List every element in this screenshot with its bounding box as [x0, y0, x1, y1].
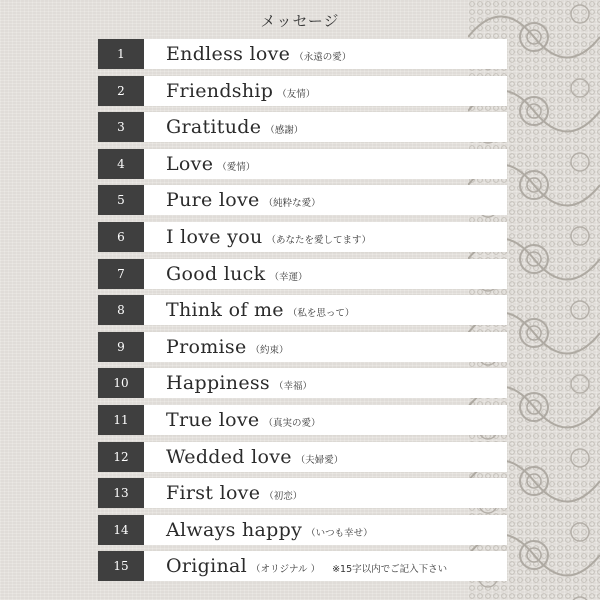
option-japanese-text: （感謝） [265, 125, 304, 137]
option-label [144, 185, 321, 215]
message-option-2[interactable] [98, 76, 507, 106]
option-number: 12 [98, 442, 144, 472]
option-number: 5 [98, 185, 144, 215]
option-number: 11 [98, 405, 144, 435]
option-english-text: Love [166, 152, 214, 175]
option-label [144, 149, 255, 179]
option-english-text: Friendship [166, 79, 274, 102]
option-english-text: Happiness [166, 372, 270, 395]
option-number: 15 [98, 551, 144, 581]
option-english-text: First love [166, 482, 261, 505]
option-english-text: Always happy [166, 518, 303, 541]
option-label [144, 76, 315, 106]
option-japanese-text: （真実の愛） [263, 417, 321, 429]
option-japanese-text: （私を思って） [287, 308, 355, 320]
message-option-5[interactable] [98, 185, 507, 215]
message-option-15[interactable] [98, 551, 507, 581]
option-japanese-text: （いつも幸せ） [306, 527, 373, 539]
option-japanese-text: （愛情） [217, 161, 256, 173]
option-english-text: Pure love [166, 189, 260, 212]
option-label [144, 39, 351, 69]
option-english-text: True love [166, 408, 260, 431]
option-japanese-text: （純粋な愛） [263, 198, 321, 210]
option-japanese-text: （オリジナル ） [251, 564, 321, 576]
message-option-1[interactable] [98, 39, 507, 69]
option-number: 3 [98, 112, 144, 142]
message-option-13[interactable] [98, 478, 507, 508]
option-label [144, 295, 354, 325]
option-label [144, 551, 447, 581]
option-number: 4 [98, 149, 144, 179]
option-japanese-text: （友情） [277, 88, 316, 100]
message-option-11[interactable] [98, 405, 507, 435]
option-label [144, 515, 373, 545]
message-option-8[interactable] [98, 295, 507, 325]
option-number: 1 [98, 39, 144, 69]
option-number: 10 [98, 368, 144, 398]
option-label [144, 332, 289, 362]
option-number: 8 [98, 295, 144, 325]
option-label [144, 405, 321, 435]
message-option-6[interactable] [98, 222, 507, 252]
option-english-text: Promise [166, 335, 247, 358]
message-list [98, 39, 507, 588]
option-english-text: Gratitude [166, 116, 262, 139]
option-label [144, 222, 371, 252]
option-japanese-text: （幸福） [273, 381, 312, 393]
message-option-14[interactable] [98, 515, 507, 545]
message-option-12[interactable] [98, 442, 507, 472]
message-option-3[interactable] [98, 112, 507, 142]
option-number: 13 [98, 478, 144, 508]
option-number: 7 [98, 259, 144, 289]
option-japanese-text: （永遠の愛） [294, 52, 352, 63]
option-label [144, 112, 303, 142]
option-label [144, 478, 302, 508]
option-japanese-text: （約束） [250, 344, 289, 356]
option-label [144, 442, 343, 472]
option-english-text: Think of me [166, 299, 284, 322]
message-option-10[interactable] [98, 368, 507, 398]
option-english-text: I love you [166, 225, 263, 248]
page-title: メッセージ [260, 12, 340, 30]
option-japanese-text: （あなたを愛してます） [266, 234, 372, 246]
option-english-text: Original [166, 555, 248, 578]
option-number: 6 [98, 222, 144, 252]
option-japanese-text: （初恋） [264, 491, 303, 503]
option-label [144, 259, 307, 289]
option-english-text: Good luck [166, 262, 266, 285]
option-number: 9 [98, 332, 144, 362]
option-japanese-text: （幸運） [269, 271, 308, 283]
message-option-4[interactable] [98, 149, 507, 179]
option-english-text: Endless love [166, 43, 291, 65]
option-japanese-text: （夫婦愛） [295, 454, 344, 466]
character-limit-note: ※15字以内でご記入下さい [332, 564, 448, 576]
message-option-7[interactable] [98, 259, 507, 289]
option-number: 2 [98, 76, 144, 106]
option-label [144, 368, 312, 398]
option-english-text: Wedded love [166, 445, 292, 468]
option-number: 14 [98, 515, 144, 545]
message-option-9[interactable] [98, 332, 507, 362]
